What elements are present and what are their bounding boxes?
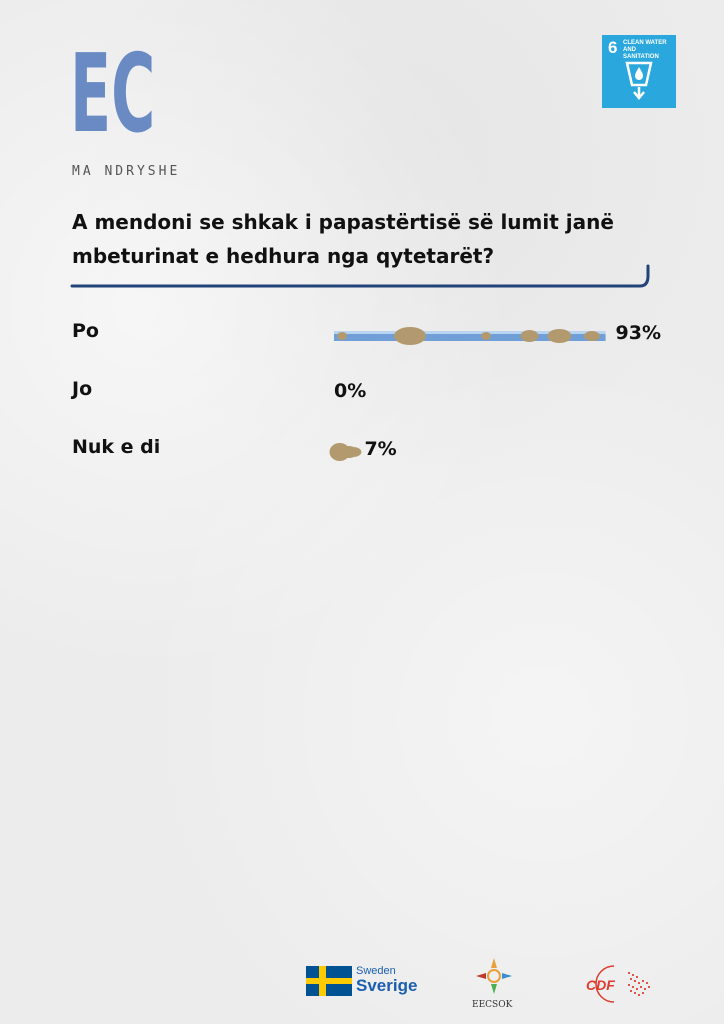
bar-2 (330, 443, 362, 461)
bar-rock-2-5 (345, 447, 361, 457)
bar-rock-0-1 (394, 327, 426, 345)
logo-letters: EC (70, 32, 156, 157)
bar-rock-0-4 (547, 329, 571, 343)
bar-0 (334, 327, 606, 345)
percent-label-jo: 0% (334, 380, 367, 402)
cdf-logo-text: CDF (586, 977, 615, 993)
sdg-number: 6 (608, 38, 618, 57)
eecsok-label: EECSOK (472, 1000, 513, 1010)
bar-rock-0-3 (521, 330, 539, 342)
answer-label-jo: Jo (72, 378, 93, 400)
sdg-title-line1: CLEAN WATER (623, 40, 667, 46)
logo-subtitle: MA NDRYSHE (72, 164, 181, 179)
bar-rock-0-0 (337, 332, 347, 340)
percent-label-po: 93% (615, 322, 662, 344)
eecsok-emblem-icon (474, 956, 514, 998)
answers-bar-chart (0, 0, 724, 480)
bar-rock-0-5 (584, 331, 600, 341)
sweden-logo-text (356, 965, 417, 995)
answer-label-po: Po (72, 320, 99, 342)
survey-question: A mendoni se shkak i papastërtisë së lumit janë mbeturinat e hedhura nga qytetarët? (72, 210, 614, 268)
bar-rock-0-2 (481, 332, 491, 340)
answer-label-nuk-e-di: Nuk e di (72, 436, 161, 458)
sweden-small-text: Sweden (356, 965, 396, 977)
swedish-flag-icon (306, 966, 352, 996)
sdg-title-line2: AND SANITATION (623, 47, 659, 60)
sverige-text: Sverige (356, 976, 418, 995)
percent-label-nuk-e-di: 7% (364, 438, 397, 460)
